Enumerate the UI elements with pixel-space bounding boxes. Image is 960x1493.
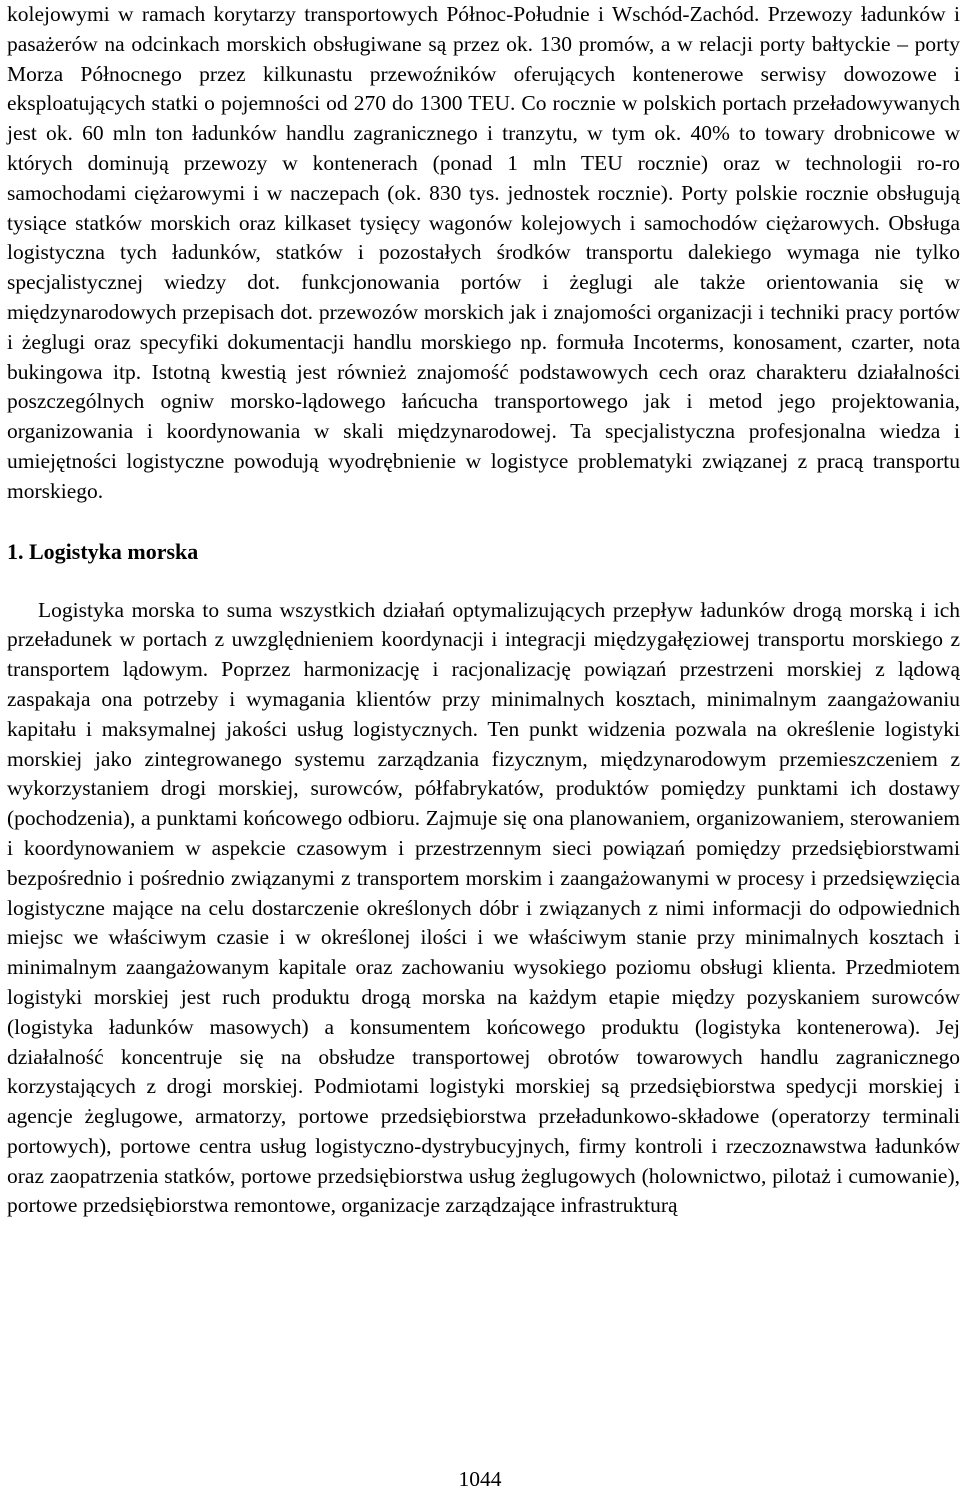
intro-paragraph: kolejowymi w ramach korytarzy transportowych Północ-Południe i Wschód-Zachód. Przewozy ładunków i pasażerów na odcinkach morskich obsługiwane są przez ok. 130 promów, a w relacji porty bałtyckie – porty Morza Północnego przez kilkunastu przewoźników oferujących kontenerowe serwisy dowozowe i eksploatujących statki o pojemności od 270 do 1300 TEU. Co rocznie w polskich portach przeładowywanych jest ok. 60 mln ton ładunków handlu zagranicznego i tranzytu, w tym ok. 40% to towary drobnicowe w których dominują przewozy w kontenerach (ponad 1 mln TEU rocznie) oraz w technologii ro-ro samochodami ciężarowymi i w naczepach (ok. 830 tys. jednostek rocznie). Porty polskie rocznie obsługują tysiące statków morskich oraz kilkaset tysięcy wagonów kolejowych i samochodów ciężarowych. Obsługa logistyczna tych ładunków, statków i pozostałych środków transportu dalekiego wymaga nie tylko specjalistycznej wiedzy dot. funkcjonowania portów i żeglugi ale także orientowania się w międzynarodowych przepisach dot. przewozów morskich jak i znajomości organizacji i techniki pracy portów i żeglugi oraz specyfiki dokumentacji handlu morskiego np. formuła Incoterms, konosament, czarter, nota bukingowa itp. Istotną kwestią jest również znajomość podstawowych cech oraz charakteru działalności poszczególnych ogniw morsko-lądowego łańcucha transportowego jak i metod jego projektowania, organizowania i koordynowania w skali międzynarodowej. Ta specjalistyczna profesjonalna wiedza i umiejętności logistyczne powodują wyodrębnienie w logistyce problematyki związanej z pracą transportu morskiego. xyxy=(7,2,960,503)
page-number: 1044 xyxy=(458,1467,502,1491)
section-paragraph: Logistyka morska to suma wszystkich działań optymalizujących przepływ ładunków drogą morską i ich przeładunek w portach z uwzględnieniem koordynacji i integracji międzygałęziowej transportu morskiego z transportem lądowym. Poprzez harmonizację i racjonalizację powiązań przestrzeni morskiej z lądową zaspakaja ona potrzeby i wymagania klientów przy minimalnych kosztach, minimalnym zaangażowaniu kapitału i maksymalnej jakości usług logistycznych. Ten punkt widzenia pozwala na określenie logistyki morskiej jako zintegrowanego systemu zarządzania fizycznym, międzynarodowym przemieszczeniem z wykorzystaniem drogi morskiej, surowców, półfabrykatów, produktów pomiędzy punktami ich dostawy (pochodzenia), a punktami końcowego odbioru. Zajmuje się ona planowaniem, organizowaniem, sterowaniem i koordynowaniem w aspekcie czasowym i przestrzennym sieci powiązań pomiędzy przedsiębiorstwami bezpośrednio i pośrednio związanymi z transportem morskim i zaangażowanymi w procesy i przedsięwzięcia logistyczne mające na celu dostarczenie określonych dóbr i związanych z nimi informacji do odpowiednich miejsc we właściwym czasie i w określonej ilości i we właściwym stanie przy minimalnych kosztach i minimalnym zaangażowanym kapitale oraz zachowaniu wysokiego poziomu obsługi klienta. Przedmiotem logistyki morskiej jest ruch produktu drogą morska na każdym etapie między pozyskaniem surowców (logistyka ładunków masowych) a konsumentem końcowego produktu (logistyka kontenerowa). Jej działalność koncentruje się na obsłudze transportowej obrotów towarowych handlu zagranicznego korzystających z drogi morskiej. Podmiotami logistyki morskiej są przedsiębiorstwa spedycji morskiej i agencje żeglugowe, armatorzy, portowe przedsiębiorstwa przeładunkowo-składowe (operatorzy terminali portowych), portowe centra usług logistyczno-dystrybucyjnych, firmy kontroli i rzeczoznawstwa ładunków oraz zaopatrzenia statków, portowe przedsiębiorstwa usług żeglugowych (holownictwo, pilotaż i cumowanie), portowe przedsiębiorstwa remontowe, organizacje zarządzające infrastrukturą xyxy=(7,597,960,1218)
document-page xyxy=(7,0,960,1221)
section-heading: 1. Logistyka morska xyxy=(7,538,199,564)
